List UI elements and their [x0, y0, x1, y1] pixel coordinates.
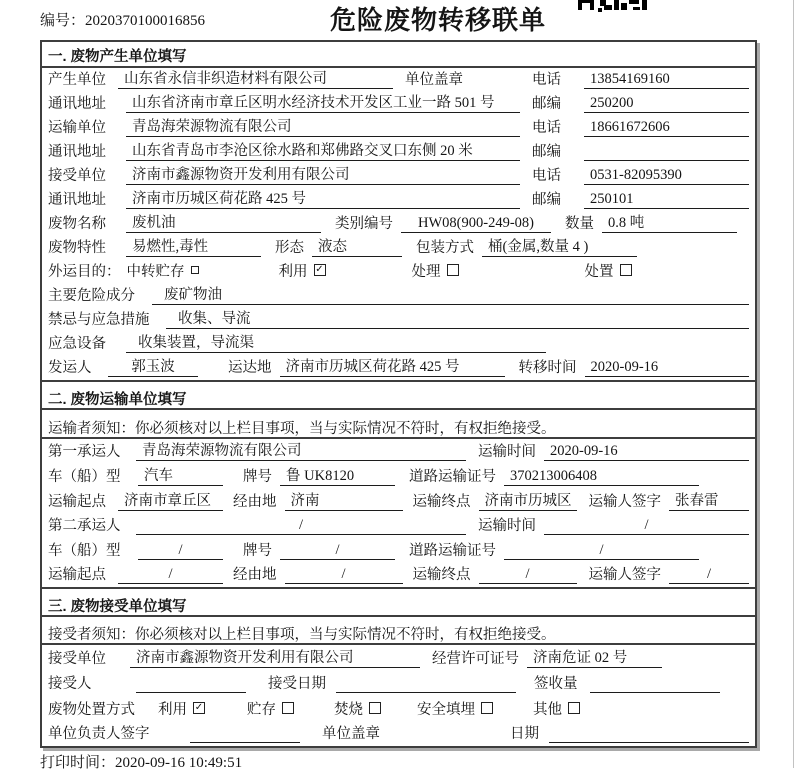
- purpose-label: 外运目的：: [48, 264, 121, 280]
- transporter-address: 山东省青岛市李沧区徐水路和郑佛路交叉口东侧 20 米: [126, 139, 520, 161]
- print-time-label: 打印时间：: [40, 755, 116, 771]
- responsible-sign-value: [190, 726, 300, 743]
- second-carrier-row: [42, 514, 755, 538]
- emergency-equipment-row: [42, 332, 755, 356]
- waste-name-value: 废机油: [126, 211, 321, 233]
- print-time-value: 2020-09-16 10:49:51: [115, 755, 243, 771]
- carrier-sign2-value: /: [669, 566, 749, 584]
- route2-row: [42, 563, 755, 587]
- accepting-unit-row: [42, 645, 755, 670]
- checkbox-disposal-other: [568, 702, 580, 714]
- waste-props-label: 废物特性: [48, 240, 106, 256]
- form-label: 形态: [275, 240, 304, 256]
- transporter-row: [42, 116, 755, 140]
- disposal-option-other: 其他: [533, 698, 580, 719]
- producer-value: 山东省永信非织造材料有限公司: [118, 67, 393, 89]
- business-license-label: 经营许可证号: [432, 650, 519, 667]
- accepting-unit-value: 济南市鑫源物资开发利用有限公司: [130, 646, 420, 668]
- producer-label: 产生单位: [48, 72, 106, 88]
- checkbox-disposal-store: [282, 702, 294, 714]
- packing-value: 桶(金属,数量 4 ): [482, 235, 637, 257]
- category-label: 类别编号: [335, 216, 393, 232]
- taboo-value: 收集、导流: [166, 307, 749, 329]
- transporter-phone: 18661672606: [584, 119, 749, 137]
- page-title: 危险废物转移联单: [330, 5, 547, 35]
- end2-value: /: [479, 566, 577, 584]
- consignor-name: 郭玉波: [108, 355, 198, 377]
- end-label: 运输终点: [412, 567, 471, 584]
- page-edge-line: [793, 0, 794, 768]
- carrier2-label: 第二承运人: [48, 518, 121, 535]
- date-label: 日期: [510, 725, 539, 742]
- vehicle-type2-value: /: [138, 542, 223, 560]
- hazard-label: 主要危险成分: [48, 288, 135, 304]
- taboo-row: [42, 308, 755, 332]
- phone-label: 电话: [532, 168, 561, 184]
- checkbox-disposal-incinerate: [369, 702, 381, 714]
- origin2-value: /: [118, 566, 223, 584]
- carrier-sign-label: 运输人签字: [588, 494, 661, 510]
- acceptor-value: [136, 676, 246, 693]
- received-qty-value: [590, 676, 720, 693]
- checkbox-treat: [447, 264, 459, 276]
- vehicle2-row: [42, 538, 755, 562]
- purpose-option-utilize: 利用 ✓: [278, 264, 324, 280]
- vehicle-type-label: 车（船）型: [48, 542, 121, 559]
- unit-stamp-label: 单位盖章: [322, 725, 380, 742]
- accept-date-label: 接受日期: [268, 676, 326, 693]
- checkbox-disposal-landfill: [481, 702, 493, 714]
- form-value: 液态: [312, 235, 402, 257]
- carrier1-value: 青岛海荣源物流有限公司: [136, 439, 466, 461]
- transfer-time-label: 转移时间: [518, 360, 577, 376]
- transporter-label: 运输单位: [48, 120, 106, 136]
- consignor-label: 发运人: [48, 360, 92, 376]
- receiver-label: 接受单位: [48, 168, 106, 184]
- carrier2-value: /: [136, 517, 466, 535]
- accepting-unit-label: 接受单位: [48, 650, 106, 667]
- disposal-option-landfill: 安全填埋: [417, 698, 493, 719]
- carrier1-label: 第一承运人: [48, 444, 121, 460]
- purpose-row: [42, 260, 755, 284]
- check-mark: ✓: [315, 264, 324, 275]
- category-code: HW08(900-249-08): [401, 215, 551, 233]
- vehicle-type-label: 车（船）型: [48, 469, 121, 485]
- transfer-time-value: 2020-09-16: [585, 359, 750, 377]
- receiver-address: 济南市历城区荷花路 425 号: [126, 187, 520, 209]
- first-carrier-row: [42, 439, 755, 464]
- quantity-label: 数量: [565, 216, 594, 232]
- transport-time-label: 运输时间: [478, 518, 536, 535]
- origin-value: 济南市章丘区: [118, 489, 223, 511]
- purpose-option-transfer-storage: 中转贮存: [127, 260, 199, 281]
- address-label: 通讯地址: [48, 192, 106, 208]
- plate-label: 牌号: [243, 469, 272, 485]
- disposal-label: 废物处置方式: [48, 701, 135, 718]
- carrier-sign-label: 运输人签字: [588, 567, 661, 584]
- date-value: [549, 726, 749, 743]
- producer-postal: 250200: [584, 95, 749, 113]
- postal-label: 邮编: [532, 192, 561, 208]
- equipment-label: 应急设备: [48, 336, 106, 352]
- via2-value: /: [285, 566, 403, 584]
- postal-label: 邮编: [532, 144, 561, 160]
- via-label: 经由地: [233, 567, 277, 584]
- taboo-label: 禁忌与应急措施: [48, 312, 150, 328]
- section2-heading: 二. 废物运输单位填写: [42, 380, 755, 410]
- signature-row: [42, 722, 755, 746]
- road-license-label: 道路运输证号: [409, 542, 496, 559]
- postal-label: 邮编: [532, 96, 561, 112]
- waste-name-row: [42, 212, 755, 236]
- checkbox-disposal-utilize: [193, 702, 205, 714]
- destination-label: 运达地: [228, 360, 272, 376]
- transporter-address-row: [42, 140, 755, 164]
- receiver-phone: 0531-82095390: [584, 167, 749, 185]
- via-label: 经由地: [233, 494, 277, 510]
- section1-heading: 一. 废物产生单位填写: [42, 42, 755, 68]
- disposal-option-utilize: 利用 ✓: [158, 701, 204, 718]
- manifest-form: [40, 40, 757, 748]
- accept-date-value: [336, 676, 516, 693]
- road-license-value: 370213006408: [504, 468, 699, 486]
- disposal-method-row: [42, 696, 755, 721]
- origin-label: 运输起点: [48, 494, 106, 510]
- transporter-notice: 运输者须知：你必须核对以上栏目事项，当与实际情况不符时，有权拒绝接受。: [42, 410, 755, 439]
- end-value: 济南市历城区: [479, 489, 577, 511]
- producer-phone: 13854169160: [584, 71, 749, 89]
- waste-name-label: 废物名称: [48, 216, 106, 232]
- waste-properties-row: [42, 236, 755, 260]
- phone-label: 电话: [532, 120, 561, 136]
- vehicle1-row: [42, 464, 755, 489]
- road-license2-value: /: [504, 542, 699, 560]
- receiver-row: [42, 164, 755, 188]
- business-license-value: 济南危证 02 号: [527, 646, 662, 668]
- receiver-postal: 250101: [584, 191, 749, 209]
- qr-code-fragment: [578, 0, 648, 13]
- producer-address-row: [42, 92, 755, 116]
- transport-time-label: 运输时间: [478, 444, 536, 460]
- doc-number-value: 2020370100016856: [85, 13, 206, 29]
- address-label: 通讯地址: [48, 144, 106, 160]
- producer-address: 山东省济南市章丘区明水经济技术开发区工业一路 501 号: [126, 91, 520, 113]
- checkbox-dispose: [620, 264, 632, 276]
- waste-props-value: 易燃性,毒性: [126, 235, 261, 257]
- hazard-component-row: [42, 284, 755, 308]
- purpose-option-treat: 处理: [412, 260, 459, 281]
- origin-label: 运输起点: [48, 567, 106, 584]
- received-qty-label: 签收量: [534, 676, 578, 693]
- doc-number-label: 编号：: [40, 13, 86, 29]
- vehicle-type-value: 汽车: [138, 464, 223, 486]
- producer-row: [42, 68, 755, 92]
- packing-label: 包装方式: [416, 240, 474, 256]
- acceptor-label: 接受人: [48, 676, 92, 693]
- transporter-value: 青岛海荣源物流有限公司: [126, 115, 520, 137]
- address-label: 通讯地址: [48, 96, 106, 112]
- responsible-sign-label: 单位负责人签字: [48, 725, 150, 742]
- purpose-option-dispose: 处置: [585, 260, 632, 281]
- route1-row: [42, 489, 755, 514]
- receiver-address-row: [42, 188, 755, 212]
- print-time: [40, 751, 242, 772]
- disposal-option-store: 贮存: [247, 698, 294, 719]
- acceptor-row: [42, 671, 755, 696]
- destination-value: 济南市历城区荷花路 425 号: [280, 355, 505, 377]
- phone-label: 电话: [532, 72, 561, 88]
- plate2-value: /: [280, 542, 395, 560]
- section3-heading: 三. 废物接受单位填写: [42, 587, 755, 617]
- end-label: 运输终点: [412, 494, 471, 510]
- plate-value: 鲁 UK8120: [280, 464, 395, 486]
- transport-time2-value: /: [544, 517, 749, 535]
- checkbox-utilize: [314, 264, 326, 276]
- equipment-value: 收集装置，导流渠: [126, 331, 546, 353]
- consignor-row: [42, 356, 755, 380]
- hazard-value: 废矿物油: [152, 283, 749, 305]
- via-value: 济南: [285, 489, 403, 511]
- transporter-postal: [584, 144, 749, 161]
- plate-label: 牌号: [243, 542, 272, 559]
- stamp-label: 单位盖章: [405, 72, 463, 88]
- road-license-label: 道路运输证号: [409, 469, 496, 485]
- transport-time-value: 2020-09-16: [544, 443, 749, 461]
- doc-number: [40, 9, 205, 30]
- carrier-sign-value: 张春雷: [669, 489, 749, 511]
- disposal-option-incinerate: 焚烧: [334, 698, 381, 719]
- quantity-value: 0.8 吨: [602, 211, 737, 233]
- receiver-notice: 接受者须知：你必须核对以上栏目事项，当与实际情况不符时，有权拒绝接受。: [42, 617, 755, 645]
- checkbox-transfer-storage: [191, 266, 199, 274]
- receiver-value: 济南市鑫源物资开发利用有限公司: [126, 163, 520, 185]
- check-mark: ✓: [194, 701, 204, 713]
